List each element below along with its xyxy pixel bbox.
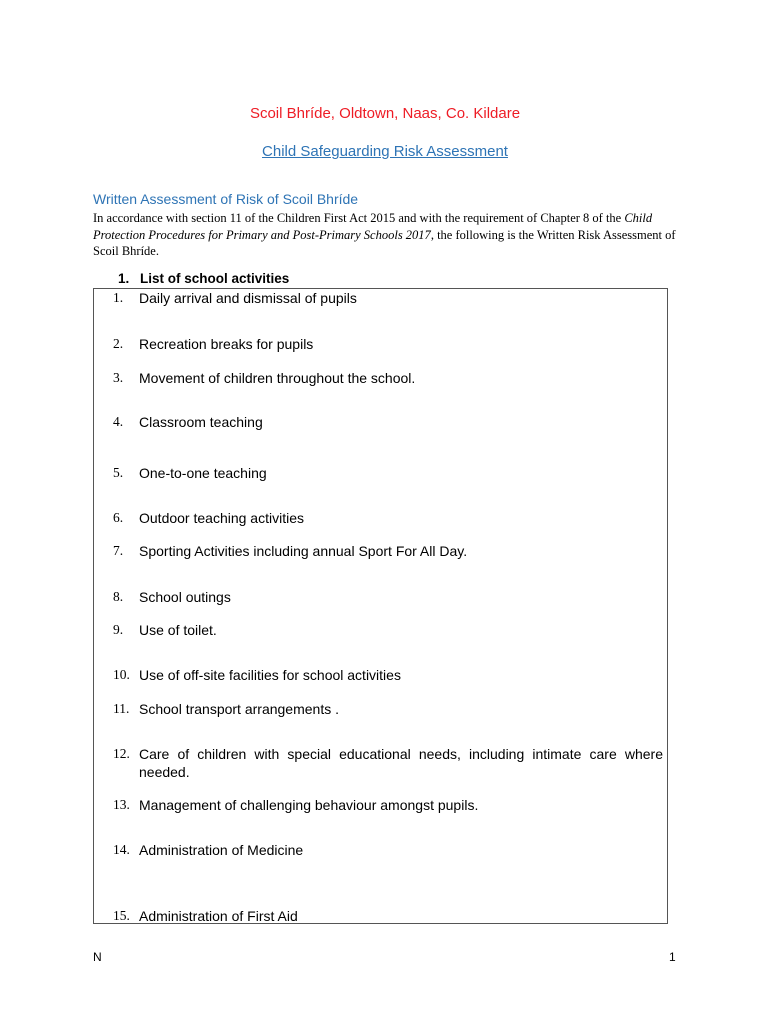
list-heading-number: 1. bbox=[118, 271, 130, 286]
intro-paragraph bbox=[93, 210, 678, 260]
list-item bbox=[113, 369, 663, 387]
intro-text-end: , the following is the Written Risk Assessment of Scoil Bhríde. bbox=[93, 227, 676, 258]
item-text: Sporting Activities including annual Sport For All Day. bbox=[139, 543, 468, 559]
list-item bbox=[113, 464, 663, 482]
page-number: 1 bbox=[669, 950, 676, 964]
item-text: Use of toilet. bbox=[139, 622, 217, 638]
item-number: 10. bbox=[113, 667, 130, 682]
item-number: 3. bbox=[113, 370, 124, 385]
list-item bbox=[113, 588, 663, 606]
list-item bbox=[113, 841, 663, 859]
item-text: School outings bbox=[139, 589, 231, 605]
item-text: Recreation breaks for pupils bbox=[139, 336, 314, 352]
item-number: 15. bbox=[113, 908, 130, 923]
list-heading-text: List of school activities bbox=[140, 271, 290, 286]
intro-text-italic: Child Protection Procedures for Primary and Post-Primary Schools 2017 bbox=[93, 211, 653, 242]
item-text: School transport arrangements . bbox=[139, 701, 339, 717]
item-number: 9. bbox=[113, 622, 124, 637]
item-number: 4. bbox=[113, 414, 124, 429]
item-text: Movement of children throughout the school. bbox=[139, 370, 416, 386]
list-item bbox=[113, 700, 663, 718]
list-item bbox=[113, 542, 663, 560]
item-number: 11. bbox=[113, 701, 130, 716]
item-text: Administration of First Aid bbox=[139, 908, 298, 924]
list-item bbox=[113, 335, 663, 353]
list-item bbox=[113, 509, 663, 527]
item-text: Use of off-site facilities for school activities bbox=[139, 667, 401, 683]
section-heading: Written Assessment of Risk of Scoil Bhríde bbox=[93, 191, 359, 207]
item-number: 2. bbox=[113, 336, 124, 351]
item-number: 12. bbox=[113, 746, 130, 761]
list-item bbox=[113, 666, 663, 684]
item-text: Classroom teaching bbox=[139, 414, 263, 430]
item-text: One-to-one teaching bbox=[139, 465, 267, 481]
item-text: Daily arrival and dismissal of pupils bbox=[139, 290, 357, 306]
item-text: Administration of Medicine bbox=[139, 842, 304, 858]
list-item bbox=[113, 289, 663, 307]
item-number: 14. bbox=[113, 842, 130, 857]
document-title: Child Safeguarding Risk Assessment bbox=[262, 143, 508, 160]
intro-text-start: In accordance with section 11 of the Children First Act 2015 and with the requirement of Chapter 8 of the bbox=[93, 211, 625, 225]
item-number: 13. bbox=[113, 797, 130, 812]
item-number: 1. bbox=[113, 290, 124, 305]
list-item bbox=[113, 413, 663, 431]
list-item bbox=[113, 907, 663, 925]
school-title: Scoil Bhríde, Oldtown, Naas, Co. Kildare bbox=[249, 105, 521, 122]
item-text: Care of children with special educational needs, including intimate care where needed. bbox=[139, 746, 663, 780]
item-number: 5. bbox=[113, 465, 124, 480]
item-number: 7. bbox=[113, 543, 124, 558]
item-text: Outdoor teaching activities bbox=[139, 510, 304, 526]
list-heading bbox=[118, 271, 289, 286]
list-item bbox=[113, 796, 663, 814]
list-item bbox=[113, 621, 663, 639]
item-number: 6. bbox=[113, 510, 124, 525]
footer-left-text: N bbox=[93, 950, 102, 964]
list-item bbox=[113, 745, 663, 781]
item-number: 8. bbox=[113, 589, 124, 604]
item-text: Management of challenging behaviour amongst pupils. bbox=[139, 797, 479, 813]
